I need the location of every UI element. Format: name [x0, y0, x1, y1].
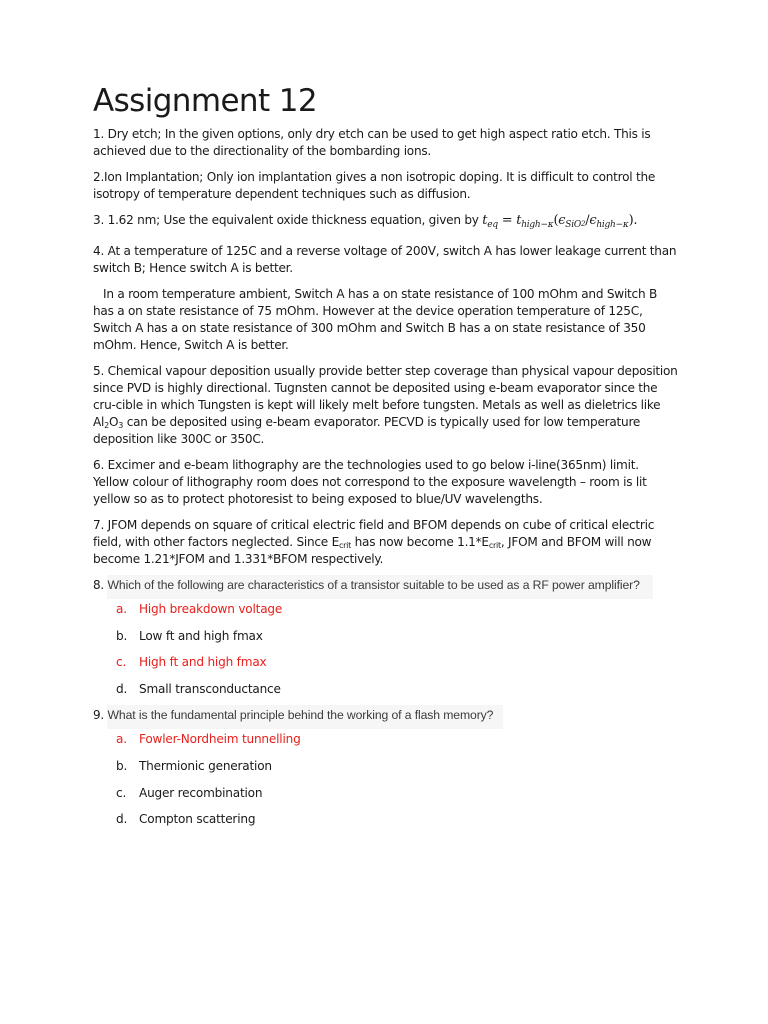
answer-7-pre: 7. JFOM depends on square of critical electric field and BFOM depends on cube of critical electric field, with other factors neglected. Since E: [93, 518, 655, 549]
answer-7-sub2: crit: [488, 541, 501, 550]
question-8-prompt: Which of the following are characteristics of a transistor suitable to be used as a RF power amplifier?: [107, 578, 640, 592]
question-9-prompt: What is the fundamental principle behind the working of a flash memory?: [107, 708, 494, 723]
question-8-text: [93, 577, 678, 594]
option-8d: [93, 681, 678, 698]
eot-equation: [482, 213, 637, 228]
answer-5-post: can be deposited using e-beam evaporator. PECVD is typically used for low temperature deposition like 300C or 350C.: [93, 415, 641, 446]
question-8-options: [93, 601, 678, 698]
page-title: Assignment 12: [93, 83, 318, 119]
answer-4: 4. At a temperature of 125C and a reverse voltage of 200V, switch A has lower leakage current than switch B; Hence switch A is better.: [93, 244, 677, 275]
option-text: High breakdown voltage: [139, 602, 283, 616]
answer-5: [93, 363, 678, 448]
option-letter: b.: [116, 628, 128, 643]
answer-5-sub2: 3: [118, 421, 124, 430]
answer-7: [93, 517, 678, 568]
question-9: [93, 707, 678, 724]
question-9-text: [93, 707, 678, 724]
option-letter: d.: [116, 812, 128, 827]
answer-5-mid: O: [108, 415, 119, 429]
option-letter: c.: [116, 655, 127, 670]
answer-2: 2.Ion Implantation; Only ion implantation gives a non isotropic doping. It is difficult to control the isotropy of temperature dependent techniques such as diffusion.: [93, 170, 656, 201]
eq-sub-two: 2: [580, 220, 586, 228]
question-9-number: 9.: [93, 708, 108, 723]
eq-equals: =: [497, 213, 517, 228]
answer-1: 1. Dry etch; In the given options, only dry etch can be used to get high aspect ratio etch. This is achieved due to the directionality of the bombarding ions.: [93, 127, 651, 158]
option-letter: d.: [116, 681, 128, 696]
option-text: High ft and high fmax: [139, 655, 267, 670]
question-8-number: 8.: [93, 578, 108, 592]
option-text: Low ft and high fmax: [139, 628, 263, 643]
eq-close: ).: [628, 213, 638, 228]
eq-slash: /: [585, 213, 590, 228]
eq-eps2: ϵ: [589, 213, 597, 228]
option-9d: [93, 811, 678, 828]
answer-5-sub1: 2: [104, 421, 109, 430]
answer-3-text: 3. 1.62 nm; Use the equivalent oxide thickness equation, given by: [93, 213, 483, 227]
answer-7-post: , JFOM and BFOM will now become 1.21*JFOM and 1.331*BFOM respectively.: [93, 535, 652, 566]
eq-open: (: [553, 213, 559, 228]
answer-5-pre: 5. Chemical vapour deposition usually provide better step coverage than physical vapour deposition since PVD is highly directional. Tugnsten cannot be deposited using e-beam evaporator since the cru-cible in which Tungsten is kept will likely melt before tungsten. Metals as well as dieletrics like Al: [93, 364, 678, 429]
option-9a: [93, 731, 678, 748]
eq-eps: ϵ: [558, 213, 566, 228]
eq-sub-sio: SiO: [565, 220, 581, 230]
option-text: Fowler-Nordheim tunnelling: [139, 732, 301, 747]
question-9-options: [93, 731, 678, 828]
answer-6: 6. Excimer and e-beam lithography are the technologies used to go below i-line(365nm) limit. Yellow colour of lithography room does not correspond to the exposure wavelength – room is lit yellow so as to protect photoresist to being exposed to blue/UV wavelengths.: [93, 458, 647, 506]
option-9b: [93, 758, 678, 775]
option-8c: [93, 654, 678, 671]
option-8a: [93, 601, 678, 618]
eq-sub-highk2: high−κ: [596, 220, 629, 230]
option-letter: a.: [116, 732, 127, 747]
option-letter: b.: [116, 758, 128, 773]
eq-sub-highk: high−κ: [521, 220, 554, 230]
option-text: Compton scattering: [139, 812, 256, 827]
option-letter: c.: [116, 785, 127, 800]
option-8b: [93, 628, 678, 645]
eq-t2: t: [516, 213, 522, 228]
answer-7-mid: has now become 1.1*E: [351, 535, 489, 549]
answer-3: [93, 212, 678, 234]
option-text: Thermionic generation: [139, 758, 272, 773]
eq-sub-eq: eq: [487, 220, 498, 230]
option-9c: [93, 785, 678, 802]
answer-4-continued: In a room temperature ambient, Switch A has a on state resistance of 100 mOhm and Switch B has a on state resistance of 75 mOhm. However at the device operation temperature of 125C, Switch A has a on state resistance of 300 mOhm and Switch B has a on state resistance of 350 mOhm. Hence, Switch A is better.: [93, 287, 657, 352]
question-8: [93, 577, 678, 594]
option-text: Auger recombination: [139, 785, 263, 800]
answer-7-sub1: crit: [338, 541, 352, 550]
eq-t: t: [482, 213, 488, 228]
option-text: Small transconductance: [139, 681, 281, 696]
option-letter: a.: [116, 602, 127, 616]
